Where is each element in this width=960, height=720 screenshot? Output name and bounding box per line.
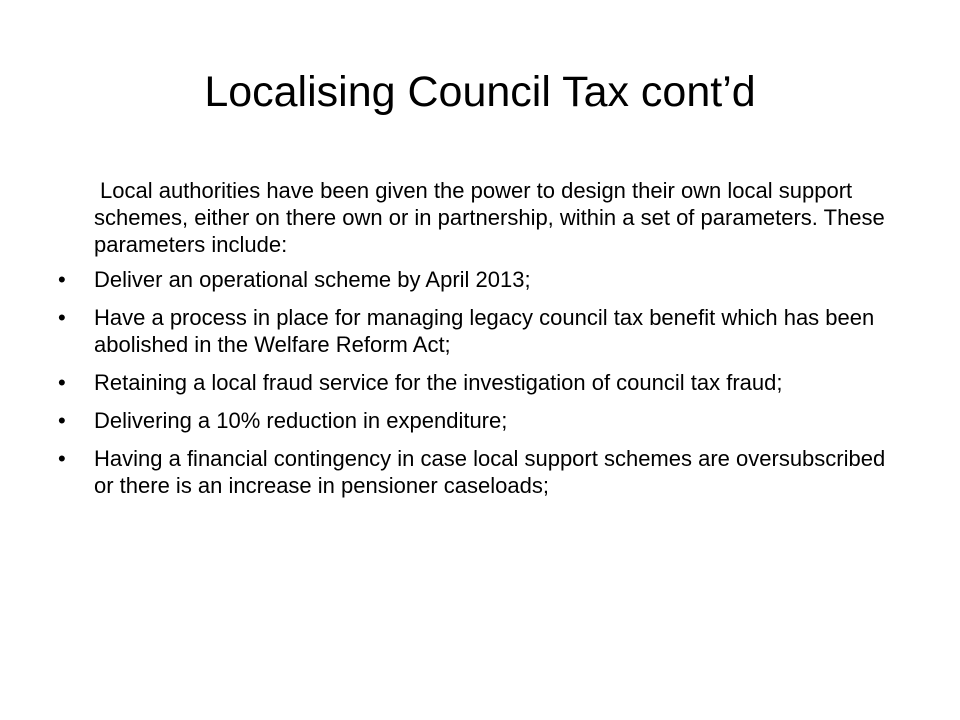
bullet-icon: • <box>58 408 66 433</box>
slide-body <box>58 177 898 510</box>
bullet-icon: • <box>58 446 66 471</box>
list-item <box>58 304 886 358</box>
bullet-icon: • <box>58 305 66 330</box>
list-item-text: Have a process in place for managing legacy council tax benefit which has been abolished in the Welfare Reform Act; <box>94 305 875 357</box>
list-item-text: Having a financial contingency in case local support schemes are oversubscribed or there is an increase in pensioner caseloads; <box>94 446 886 498</box>
slide-title: Localising Council Tax cont’d <box>204 68 756 116</box>
parameters-list <box>58 266 898 499</box>
list-item <box>58 266 886 293</box>
list-item-text: Delivering a 10% reduction in expenditure; <box>94 408 508 433</box>
intro-paragraph: Local authorities have been given the power to design their own local support schemes, either on there own or in partnership, within a set of parameters. These parameters include: <box>94 178 885 257</box>
list-item <box>58 369 886 396</box>
list-item <box>58 445 886 499</box>
list-item-text: Retaining a local fraud service for the investigation of council tax fraud; <box>94 370 783 395</box>
list-item <box>58 407 886 434</box>
list-item-text: Deliver an operational scheme by April 2013; <box>94 267 531 292</box>
bullet-icon: • <box>58 370 66 395</box>
bullet-icon: • <box>58 267 66 292</box>
